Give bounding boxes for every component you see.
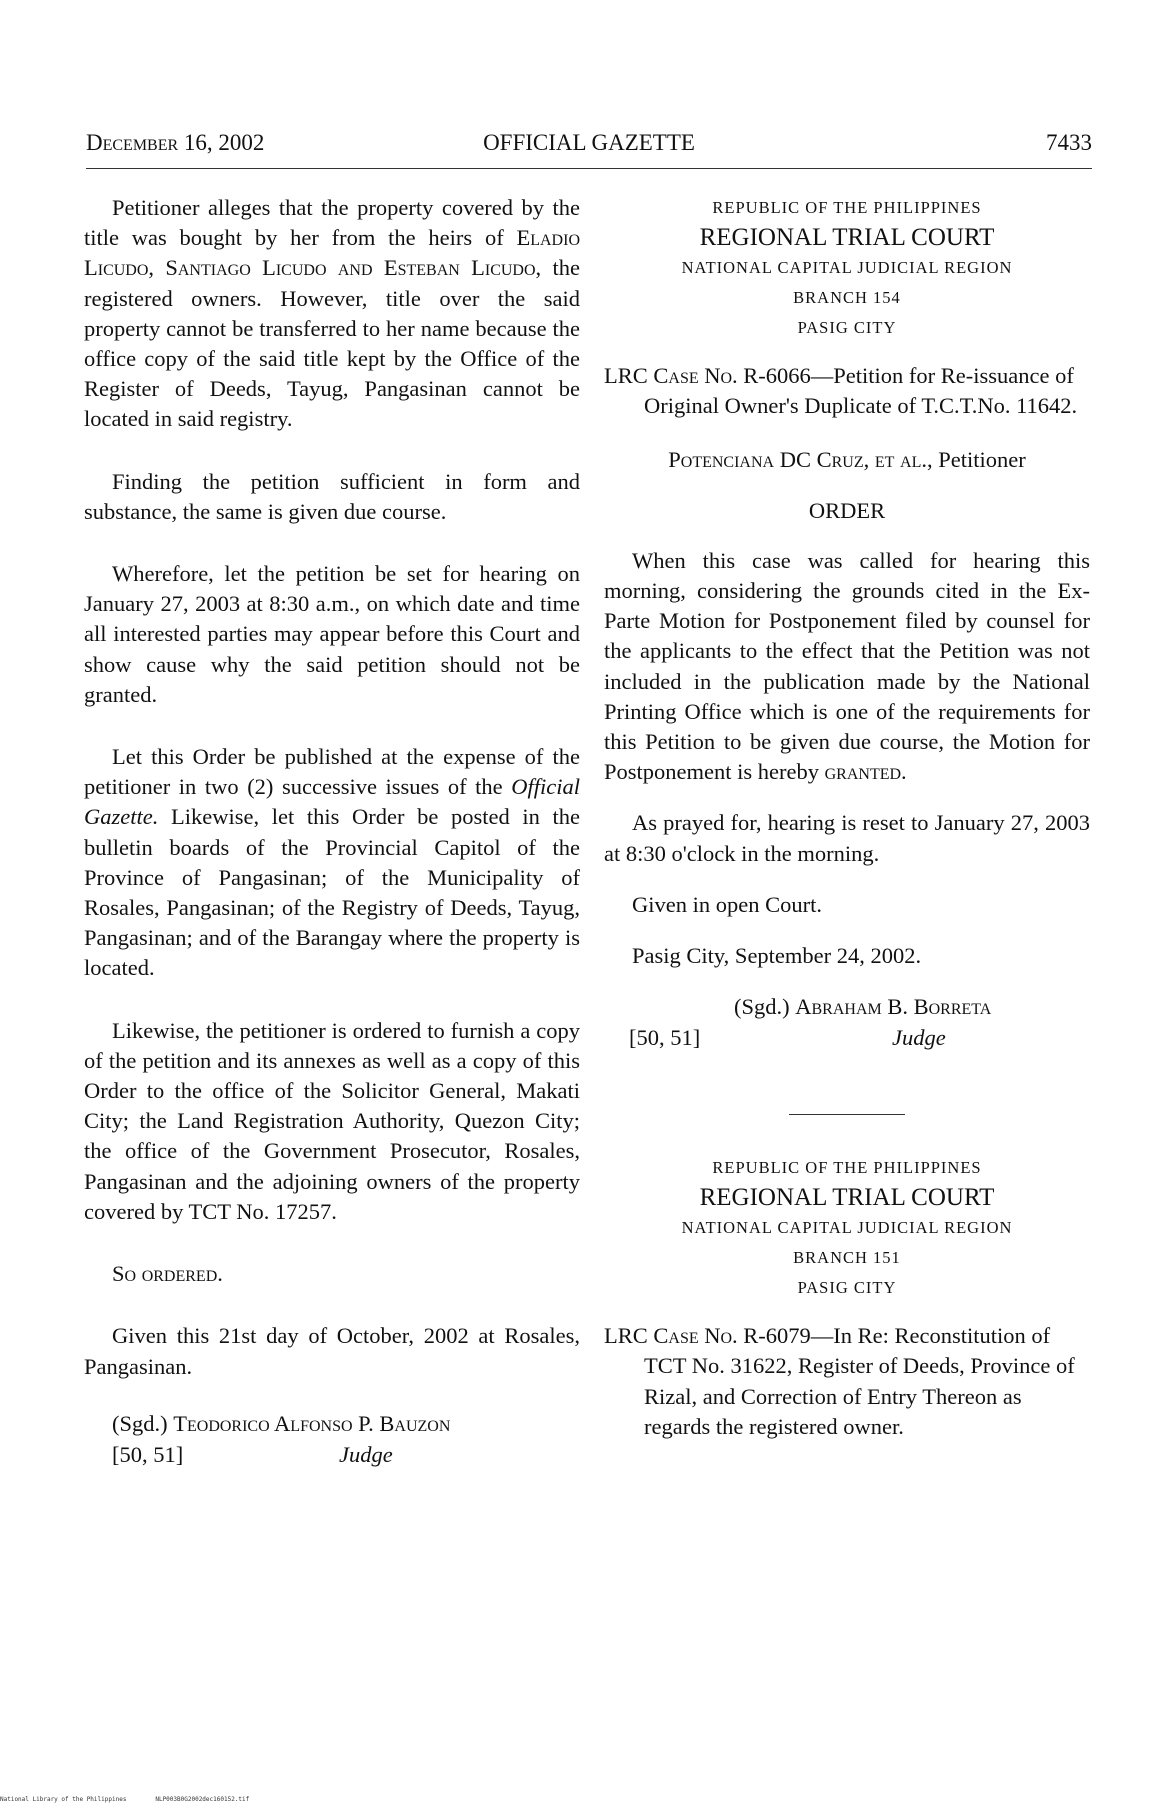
- court-name: REGIONAL TRIAL COURT: [699, 224, 995, 251]
- paragraph-open-court: Given in open Court.: [632, 891, 822, 917]
- gazette-title: Official Gazette.: [84, 774, 580, 830]
- petitioner-line: Potenciana DC Cruz, et al., Petitioner: [668, 447, 1026, 473]
- court-city: PASIG CITY: [797, 1278, 897, 1298]
- order-heading: ORDER: [808, 497, 886, 523]
- so-ordered: So ordered.: [112, 1261, 223, 1287]
- case-title: LRC Case No. R-6066—Petition for Re-issuance of Original Owner's Duplicate of T.C.T.No. 11642.: [604, 363, 1078, 419]
- page-header: [86, 130, 1092, 162]
- paragraph-due-course: Finding the petition sufficient in form and substance, the same is given due course.: [84, 468, 580, 524]
- issue-date: December 16, 2002: [86, 130, 265, 155]
- right-column: [604, 193, 1090, 1442]
- judge-title: Judge: [892, 1025, 946, 1051]
- court-republic: REPUBLIC OF THE PHILIPPINES: [712, 198, 982, 217]
- court-republic: REPUBLIC OF THE PHILIPPINES: [712, 1158, 982, 1178]
- heirs-names: Eladio Licudo, Santiago Licudo and Esteban Licudo: [84, 225, 580, 281]
- signature-block-right: (Sgd.) Abraham B. Borreta [50, 51] Judge: [604, 992, 1090, 1054]
- paragraph-publication: Let this Order be published at the expense of the petitioner in two (2) successive issues of the Official Gazette. Likewise, let this Order be posted in the bulletin boards of the Provincial Capitol of the Province of Pangasinan; of the Municipality of Rosales, Pangasinan; of the Registry of Deeds, Tayug, Pangasinan; and of the Barangay where the property is located.: [84, 744, 580, 981]
- scan-footer: National Library of the Philippines NLP003B0G2002dec160152.tif: [0, 1796, 250, 1803]
- judge-title: Judge: [339, 1441, 393, 1467]
- court-region: NATIONAL CAPITAL JUDICIAL REGION: [681, 258, 1013, 277]
- issue-reference: [50, 51]: [629, 1025, 701, 1051]
- issue-reference: [50, 51]: [112, 1441, 184, 1467]
- publication-title: OFFICIAL GAZETTE: [483, 130, 695, 155]
- case-title: LRC Case No. R-6079—In Re: Reconstitution of TCT No. 31622, Register of Deeds, Province of Rizal, and Correction of Entry Thereon as regards the registered owner.: [604, 1323, 1075, 1439]
- paragraph-reset: As prayed for, hearing is reset to January 27, 2003 at 8:30 o'clock in the morning.: [604, 810, 1090, 866]
- judge-name: Teodorico Alfonso P. Bauzon: [173, 1410, 451, 1436]
- paragraph-furnish: Likewise, the petitioner is ordered to furnish a copy of the petition and its annexes as well as a copy of this Order to the office of the Solicitor General, Makati City; the Land Registration Authority, Quezon City; the office of the Government Prosecutor, Rosales, Pangasinan and the adjoining owners of the property covered by TCT No. 17257.: [84, 1017, 580, 1224]
- left-column: [84, 193, 580, 1471]
- paragraph-hearing: Wherefore, let the petition be set for hearing on January 27, 2003 at 8:30 a.m., on which date and time all interested parties may appear before this Court and show cause why the said petition should not be granted.: [84, 561, 580, 707]
- court-branch: BRANCH 151: [793, 1248, 901, 1268]
- given-date: Given this 21st day of October, 2002 at Rosales, Pangasinan.: [84, 1323, 580, 1379]
- judge-name: Abraham B. Borreta: [795, 994, 992, 1020]
- court-region: NATIONAL CAPITAL JUDICIAL REGION: [681, 1218, 1013, 1238]
- header-rule: [86, 168, 1092, 169]
- court-branch: BRANCH 154: [793, 288, 901, 307]
- court-name: REGIONAL TRIAL COURT: [699, 1184, 995, 1212]
- court-city: PASIG CITY: [797, 318, 897, 337]
- paragraph-allegation: Petitioner alleges that the property covered by the title was bought by her from the heirs of Eladio Licudo, Santiago Licudo and Esteban Licudo, the registered owners. However, title over the said property cannot be transferred to her name because the office copy of the said title kept by the Office of the Register of Deeds, Tayug, Pangasinan cannot be located in said registry.: [84, 195, 580, 432]
- paragraph-postponement: When this case was called for hearing this morning, considering the grounds cited in the Ex-Parte Motion for Postponement filed by counsel for the applicants to the effect that the Petition was not included in the publication made by the National Printing Office which is one of the requirements for this Petition to be given due course, the Motion for Postponement is hereby granted.: [604, 547, 1090, 785]
- paragraph-place-date: Pasig City, September 24, 2002.: [632, 943, 922, 969]
- signature-block-left: (Sgd.) Teodorico Alfonso P. Bauzon [50, 51] Judge: [84, 1409, 580, 1471]
- page-number: 7433: [1046, 130, 1092, 155]
